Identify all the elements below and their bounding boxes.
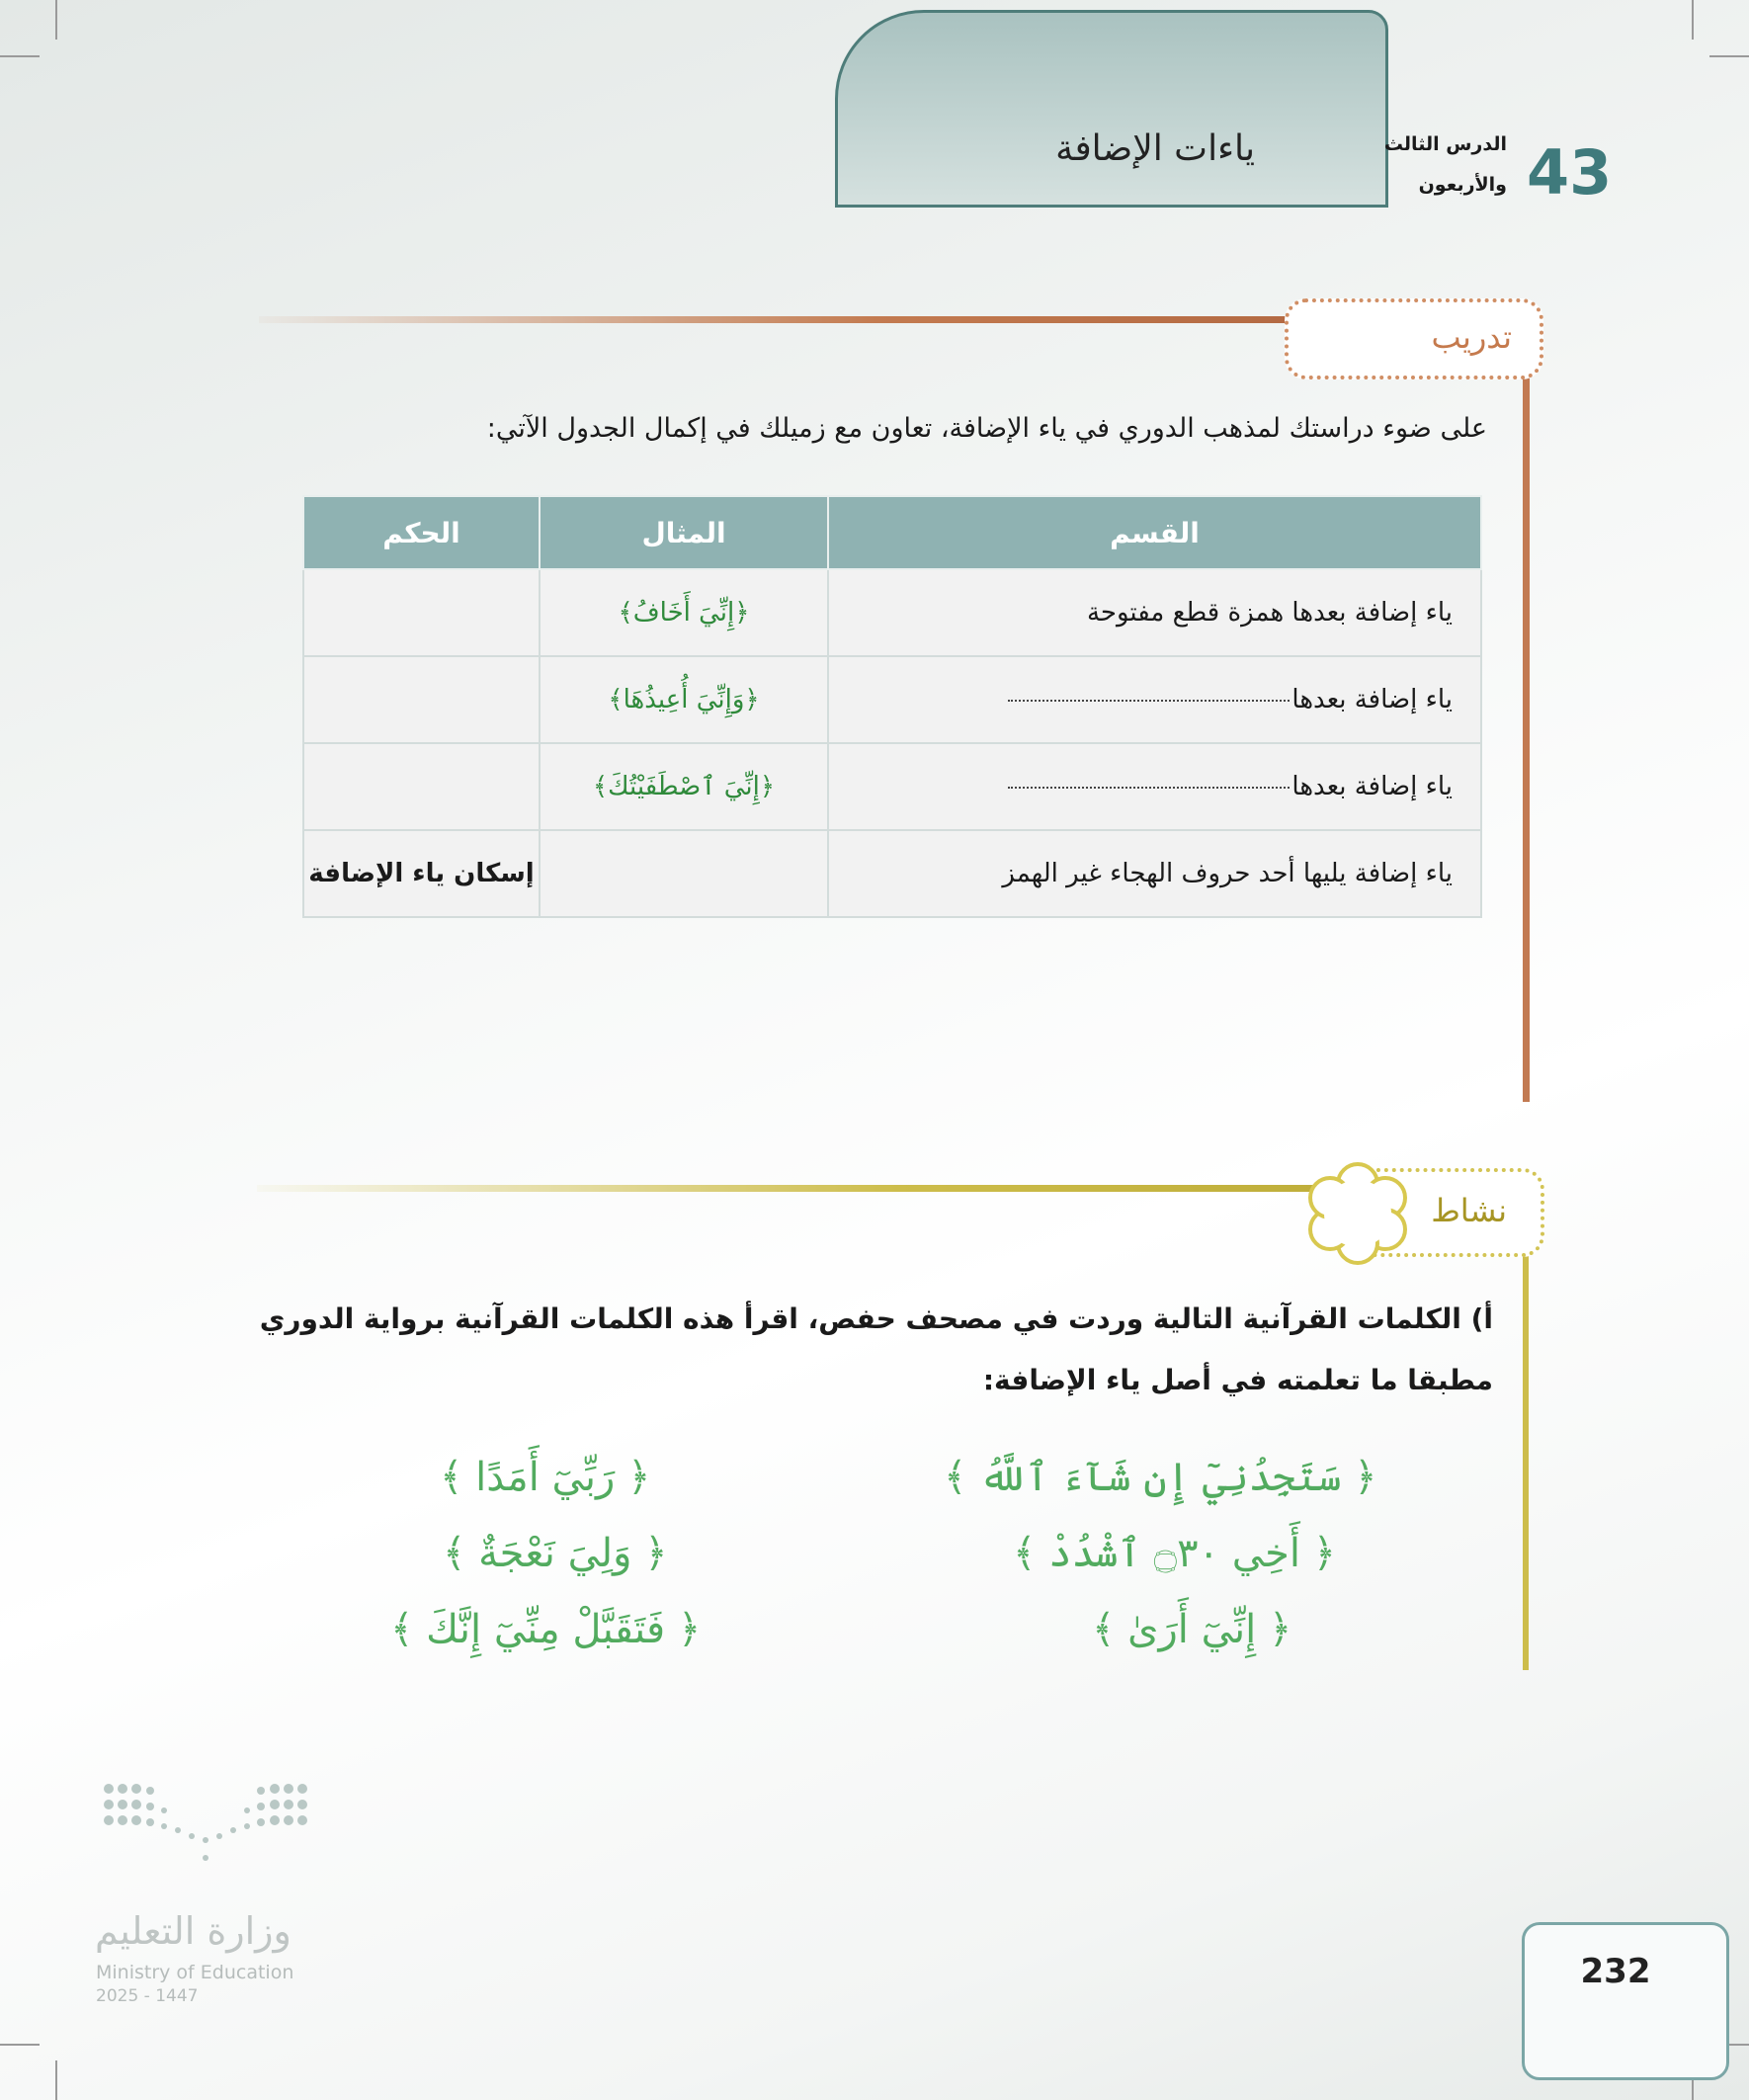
- ministry-logo-icon: [99, 1779, 311, 1878]
- training-side-rule: [1523, 376, 1530, 1102]
- ministry-name-en: Ministry of Education: [96, 1962, 294, 1983]
- activity-badge-label: نشاط: [1431, 1192, 1507, 1229]
- page-number: 232: [1580, 1952, 1651, 1991]
- ministry-name-ar: وزارة التعليم: [95, 1909, 292, 1953]
- table-row: [303, 656, 1481, 743]
- cell-qism: [828, 743, 1481, 830]
- column-header-mithal: المثال: [540, 496, 828, 569]
- crop-mark: [1692, 0, 1694, 40]
- table-row: [303, 743, 1481, 830]
- cell-qism: [828, 656, 1481, 743]
- cell-qism-text: ياء إضافة بعدها: [1291, 772, 1453, 801]
- verse-right-2: ﴿ أَخِي ۝٣٠ ٱشْدُدْ ﴾: [1013, 1531, 1337, 1576]
- lesson-number: 43: [1527, 136, 1613, 209]
- training-instruction: على ضوء دراستك لمذهب الدوري في ياء الإضافة، تعاون مع زميلك في إكمال الجدول الآتي:: [486, 413, 1487, 444]
- cell-hukm-blank[interactable]: [303, 569, 540, 656]
- table-row: [303, 830, 1481, 917]
- cell-qism: ياء إضافة يليها أحد حروف الهجاء غير الهمز: [828, 830, 1481, 917]
- training-divider: [259, 316, 1287, 323]
- table-header-row: [303, 496, 1481, 569]
- column-header-hukm: الحكم: [303, 496, 540, 569]
- fill-blank-line[interactable]: [1008, 787, 1290, 789]
- lesson-label-line1: الدرس الثالث: [1383, 133, 1507, 155]
- activity-divider: [257, 1185, 1324, 1192]
- fill-blank-line[interactable]: [1008, 700, 1290, 702]
- cell-mithal: ﴿إِنِّيَ ٱصْطَفَيْتُكَ﴾: [540, 743, 828, 830]
- training-table: [302, 495, 1482, 918]
- page-number-box: [1522, 1922, 1729, 2080]
- crop-mark: [55, 0, 57, 40]
- flower-icon: [1302, 1158, 1413, 1269]
- cell-mithal: ﴿وَإِنِّيَ أُعِيذُهَا﴾: [540, 656, 828, 743]
- verse-right-3: ﴿ إِنِّيٓ أَرَىٰ ﴾: [1092, 1607, 1292, 1652]
- academic-year: 2025 - 1447: [96, 1986, 199, 2006]
- verse-left-1: ﴿ رَبِّيٓ أَمَدًا ﴾: [440, 1455, 651, 1500]
- lesson-label-line2: والأربعون: [1418, 174, 1507, 196]
- crop-mark: [55, 2060, 57, 2100]
- cell-hukm: إسكان ياء الإضافة: [303, 830, 540, 917]
- verse-left-2: ﴿ وَلِيَ نَعْجَةٌ ﴾: [443, 1531, 668, 1576]
- cell-hukm-blank[interactable]: [303, 743, 540, 830]
- lesson-title: ياءات الإضافة: [1055, 128, 1255, 169]
- table-row: [303, 569, 1481, 656]
- cell-mithal: ﴿إِنِّيَ أَخَافُ﴾: [540, 569, 828, 656]
- crop-mark: [0, 55, 40, 57]
- activity-question-line1: أ) الكلمات القرآنية التالية وردت في مصحف حفص، اقرأ هذه الكلمات القرآنية برواية الدوري: [259, 1302, 1493, 1335]
- column-header-qism: القسم: [828, 496, 1481, 569]
- crop-mark: [0, 2044, 40, 2046]
- crop-mark: [1709, 55, 1749, 57]
- cell-hukm-blank[interactable]: [303, 656, 540, 743]
- cell-qism-text: ياء إضافة بعدها: [1291, 685, 1453, 714]
- training-badge-label: تدريب: [1431, 318, 1512, 356]
- lesson-title-tab: [835, 10, 1388, 208]
- activity-question-line2: مطبقا ما تعلمته في أصل ياء الإضافة:: [982, 1364, 1493, 1396]
- cell-mithal-blank[interactable]: [540, 830, 828, 917]
- activity-side-rule: [1523, 1255, 1529, 1670]
- verse-left-3: ﴿ فَتَقَبَّلْ مِنِّيٓ إِنَّكَ ﴾: [390, 1607, 702, 1652]
- cell-qism: ياء إضافة بعدها همزة قطع مفتوحة: [828, 569, 1481, 656]
- verse-right-1: ﴿ سَتَجِدُنِيٓ إِن شَآءَ ٱللَّهُ ﴾: [944, 1455, 1377, 1500]
